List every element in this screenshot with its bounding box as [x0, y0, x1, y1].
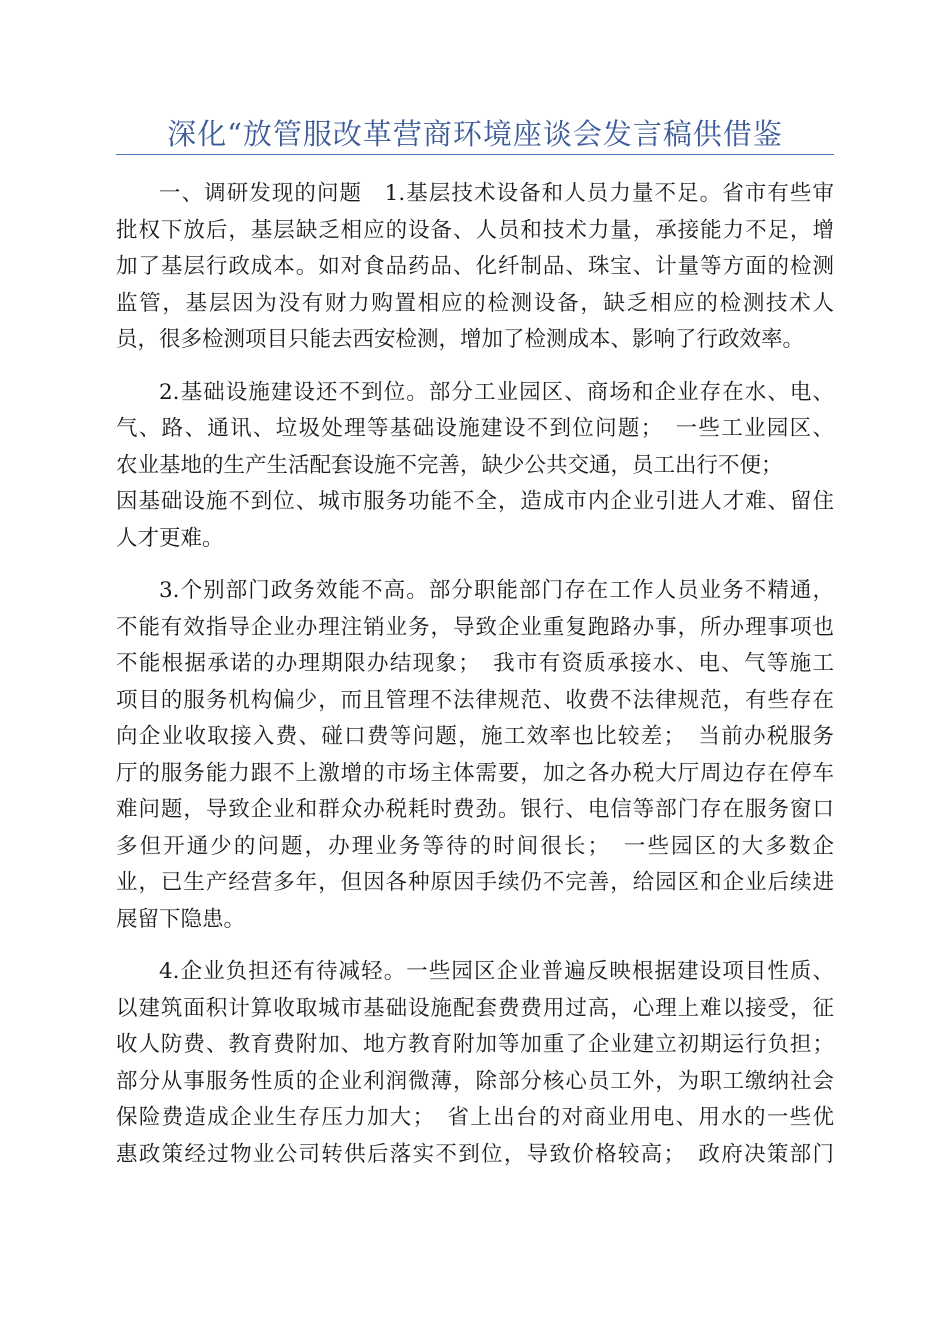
text-line: 不能有效指导企业办理注销业务，导致企业重复跑路办事，所办理事项也 [116, 614, 834, 640]
text-line: 批权下放后，基层缺乏相应的设备、人员和技术力量，承接能力不足，增 [116, 217, 834, 243]
text-line: 不能根据承诺的办理期限办结现象； 我市有资质承接水、电、气等施工 [116, 651, 834, 676]
text-line: 业，已生产经营多年，但因各种原因手续仍不完善，给园区和企业后续进 [116, 870, 834, 895]
paragraph-4 [116, 954, 834, 1173]
text-line: 保险费造成企业生存压力加大； 省上出台的对商业用电、用水的一些优 [116, 1105, 834, 1130]
text-line: 惠政策经过物业公司转供后落实不到位，导致价格较高； 政府决策部门 [116, 1141, 834, 1167]
document-body [116, 176, 834, 1189]
text-line: 员，很多检测项目只能去西安检测，增加了检测成本、影响了行政效率。 [116, 327, 805, 352]
text-line: 厅的服务能力跟不上激增的市场主体需要，加之各办税大厅周边存在停车 [116, 760, 834, 786]
text-line: 人才更难。 [116, 525, 224, 551]
text-line: 难问题，导致企业和群众办税耗时费劲。银行、电信等部门存在服务窗口 [116, 797, 834, 822]
text-line: 气、路、通讯、垃圾处理等基础设施建设不到位问题； 一些工业园区、 [116, 416, 834, 441]
text-line: 农业基地的生产生活配套设施不完善，缺少公共交通，员工出行不便； [116, 452, 783, 478]
text-line: 加了基层行政成本。如对食品药品、化纤制品、珠宝、计量等方面的检测 [116, 254, 834, 279]
paragraph-1 [116, 176, 834, 359]
text-line: 监管，基层因为没有财力购置相应的检测设备，缺乏相应的检测技术人 [116, 290, 834, 316]
text-line: 向企业收取接入费、碰口费等问题，施工效率也比较差； 当前办税服务 [116, 724, 834, 749]
text-line: 2.基础设施建设还不到位。部分工业园区、商场和企业存在水、电、 [159, 379, 834, 405]
document-title: 深化“放管服改革营商环境座谈会发言稿供借鉴 [167, 117, 783, 151]
text-line: 一、调研发现的问题 1.基层技术设备和人员力量不足。省市有些审 [159, 181, 834, 206]
text-line: 收人防费、教育费附加、地方教育附加等加重了企业建立初期运行负担； [116, 1032, 834, 1057]
paragraph-2 [116, 375, 834, 558]
text-line: 多但开通少的问题，办理业务等待的时间很长； 一些园区的大多数企 [116, 833, 834, 859]
text-line: 3.个别部门政务效能不高。部分职能部门存在工作人员业务不精通， [159, 578, 834, 603]
title-underline [116, 154, 834, 155]
paragraph-3 [116, 573, 834, 938]
text-line: 展留下隐患。 [116, 906, 246, 932]
text-line: 部分从事服务性质的企业利润微薄，除部分核心员工外，为职工缴纳社会 [116, 1068, 834, 1094]
text-line: 因基础设施不到位、城市服务功能不全，造成市内企业引进人才难、留住 [116, 489, 834, 514]
text-line: 4.企业负担还有待减轻。一些园区企业普遍反映根据建设项目性质、 [159, 959, 834, 984]
text-line: 以建筑面积计算收取城市基础设施配套费费用过高，心理上难以接受，征 [116, 995, 834, 1021]
text-line: 项目的服务机构偏少，而且管理不法律规范、收费不法律规范，有些存在 [116, 687, 834, 713]
